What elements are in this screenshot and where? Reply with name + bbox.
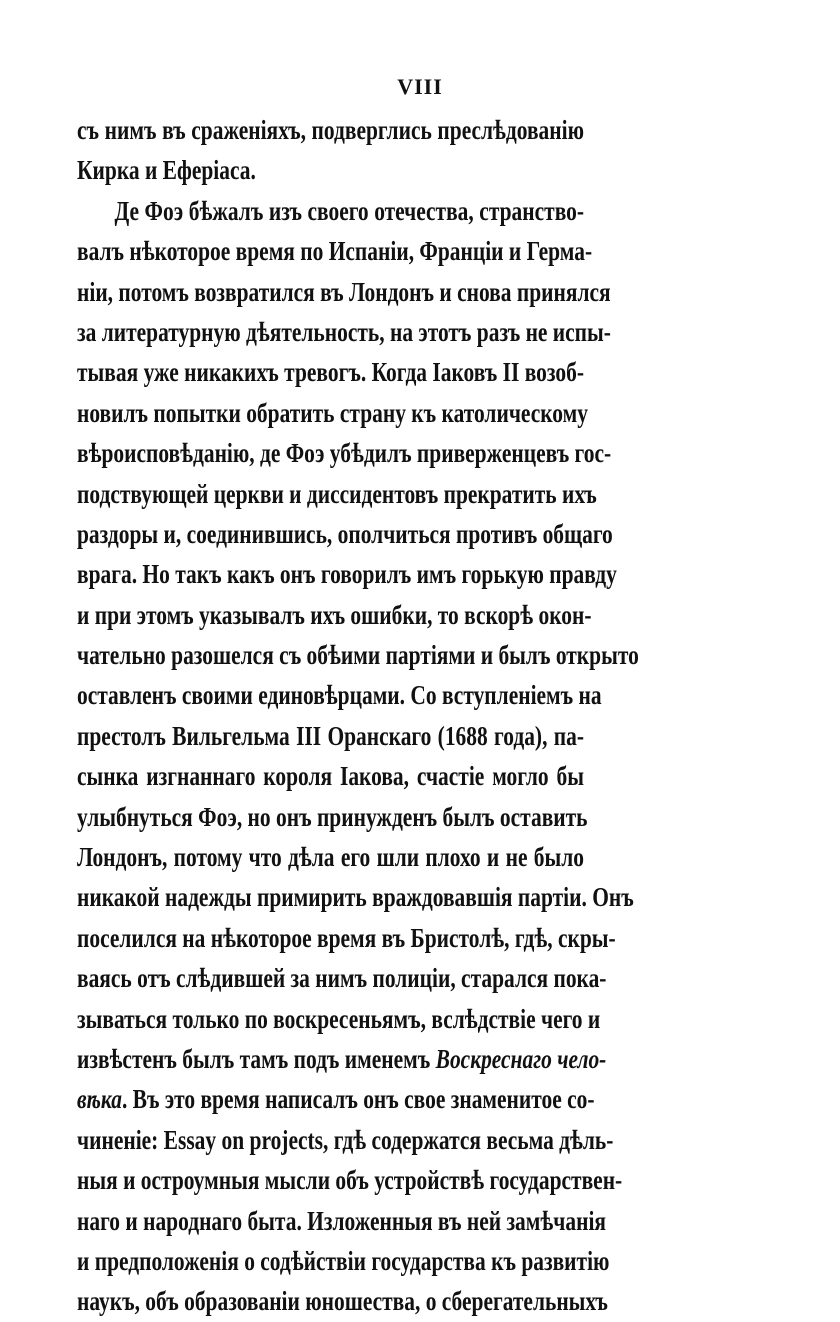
- line-text: наукъ, объ образованіи юношества, о сберегательныхъ: [77, 1285, 608, 1317]
- line-text: и при этомъ указывалъ ихъ ошибки, то вскорѣ окон-: [77, 598, 592, 630]
- line-text: сынка изгнаннаго короля Іакова, счастіе могло бы: [77, 760, 584, 792]
- text-line: [77, 797, 588, 837]
- line-text: поселился на нѣкоторое время въ Бристолѣ, гдѣ, скры-: [77, 921, 616, 953]
- italic-text: Воскреснаго чело-: [435, 1042, 607, 1074]
- line-text: Де Фоэ бѣжалъ изъ своего отечества, странство-: [114, 194, 584, 226]
- line-text: за литературную дѣятельность, на этотъ разъ не испы-: [77, 315, 611, 347]
- line-text: никакой надежды примирить враждовавшія партіи. Онъ: [77, 881, 634, 913]
- text-line: [77, 1241, 610, 1281]
- text-line: [77, 675, 602, 715]
- text-line: [77, 231, 593, 271]
- line-text: оставленъ своими единовѣрцами. Со вступленіемъ на: [77, 679, 602, 711]
- line-text: зываться только по воскресеньямъ, вслѣдствіе чего и: [77, 1002, 601, 1034]
- line-text: вѣроисповѣданію, де Фоэ убѣдилъ приверженцевъ гос-: [77, 437, 612, 469]
- line-text: раздоры и, соединившись, ополчиться противъ общаго: [77, 517, 613, 549]
- page-number: VIII: [397, 74, 443, 99]
- italic-text: вѣка: [77, 1083, 122, 1115]
- text-line: [77, 554, 617, 594]
- text-line: [77, 352, 584, 392]
- text-line: [77, 756, 584, 796]
- body-text: [77, 110, 639, 1322]
- text-line: [77, 635, 639, 675]
- text-line: [77, 918, 616, 958]
- line-text: валъ нѣкоторое время по Испаніи, Франціи и Герма-: [77, 235, 593, 267]
- text-line: [77, 191, 584, 231]
- line-text: тывая уже никакихъ тревогъ. Когда Іаковъ II возоб-: [77, 356, 584, 388]
- text-line: [77, 150, 584, 190]
- line-text: съ нимъ въ сраженіяхъ, подверглись преслѣдованію: [77, 114, 584, 145]
- line-text: . Въ это время написалъ онъ свое знаменитое со-: [121, 1083, 595, 1115]
- text-line: [77, 999, 601, 1039]
- line-text: ніи, потомъ возвратился въ Лондонъ и снова принялся: [77, 275, 611, 307]
- text-line: [77, 433, 612, 473]
- line-text: ныя и остроумныя мысли объ устройствѣ государствен-: [77, 1164, 623, 1196]
- line-text: Лондонъ, потому что дѣла его шли плохо и не было: [77, 841, 584, 873]
- line-text: извѣстенъ былъ тамъ подъ именемъ: [77, 1042, 431, 1074]
- text-line: [77, 1039, 607, 1079]
- text-line: [77, 312, 611, 352]
- text-line: [77, 1079, 595, 1119]
- line-text: подствующей церкви и диссидентовъ прекратить ихъ: [77, 477, 597, 509]
- text-line: [77, 474, 597, 514]
- text-line: [77, 393, 588, 433]
- text-line: [77, 1120, 614, 1160]
- line-text: Кирка и Еферіаса.: [77, 154, 256, 186]
- line-text: улыбнуться Фоэ, но онъ принужденъ былъ оставить: [77, 800, 588, 832]
- text-line: [77, 110, 584, 150]
- text-line: [77, 1160, 623, 1200]
- line-text: и предположенія о содѣйствіи государства къ развитію: [77, 1244, 610, 1276]
- line-text: новилъ попытки обратить страну къ католическому: [77, 396, 588, 428]
- text-line: [77, 1201, 607, 1241]
- text-line: [77, 837, 584, 877]
- text-line: [77, 514, 613, 554]
- text-line: [77, 958, 607, 998]
- line-text: чательно разошелся съ обѣими партіями и былъ открыто: [77, 639, 639, 671]
- line-text: чиненіе: Essay on projects, гдѣ содержатся весьма дѣль-: [77, 1123, 614, 1155]
- text-line: [77, 716, 584, 756]
- line-text: наго и народнаго быта. Изложенныя въ ней замѣчанія: [77, 1204, 607, 1236]
- text-line: [77, 272, 611, 312]
- line-text: престолъ Вильгельма III Оранскаго (1688 года), па-: [77, 719, 584, 751]
- text-line: [77, 877, 634, 917]
- text-line: [77, 1281, 608, 1321]
- text-line: [77, 595, 592, 635]
- line-text: ваясь отъ слѣдившей за нимъ полиціи, старался пока-: [77, 962, 607, 994]
- line-text: врага. Но такъ какъ онъ говорилъ имъ горькую правду: [77, 558, 617, 590]
